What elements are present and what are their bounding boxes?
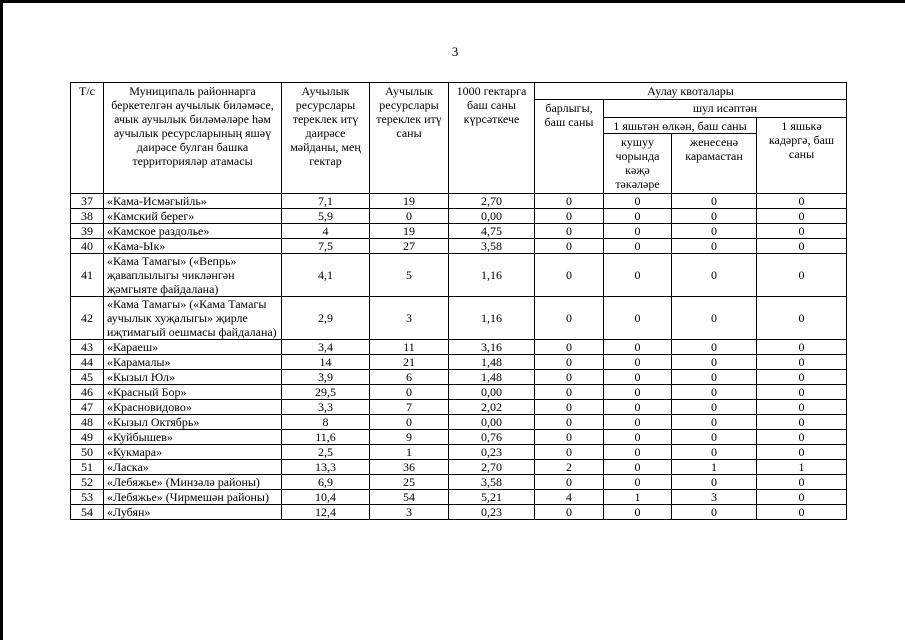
cell-density: 2,70 [449, 460, 535, 475]
cell-young: 0 [757, 297, 847, 340]
table-row [71, 490, 847, 505]
cell-antlered: 0 [604, 400, 672, 415]
cell-no: 53 [71, 490, 104, 505]
table-row [71, 224, 847, 239]
header-area: Аучылык ресурслары тереклек итү даирәсе мәйданы, мең гектар [282, 83, 370, 194]
cell-density: 4,75 [449, 224, 535, 239]
table-row [71, 400, 847, 415]
cell-regardless: 0 [672, 355, 757, 370]
cell-total: 0 [535, 445, 604, 460]
header-total: барлыгы, баш саны [535, 100, 604, 194]
cell-density: 0,00 [449, 209, 535, 224]
cell-regardless: 0 [672, 400, 757, 415]
cell-no: 44 [71, 355, 104, 370]
cell-total: 0 [535, 340, 604, 355]
cell-area: 4,1 [282, 254, 370, 297]
cell-density: 0,00 [449, 415, 535, 430]
cell-regardless: 0 [672, 340, 757, 355]
cell-total: 0 [535, 430, 604, 445]
cell-area: 2,5 [282, 445, 370, 460]
cell-no: 52 [71, 475, 104, 490]
cell-area: 13,3 [282, 460, 370, 475]
table-row [71, 460, 847, 475]
cell-total: 0 [535, 400, 604, 415]
header-including: шул исәптән [604, 100, 847, 118]
cell-regardless: 0 [672, 415, 757, 430]
cell-young: 0 [757, 370, 847, 385]
cell-name: «Карамалы» [104, 355, 282, 370]
cell-no: 47 [71, 400, 104, 415]
header-under-1yr: 1 яшькә кадәргә, баш саны [757, 118, 847, 194]
cell-no: 46 [71, 385, 104, 400]
cell-young: 0 [757, 224, 847, 239]
cell-young: 0 [757, 209, 847, 224]
cell-name: «Кызыл Юл» [104, 370, 282, 385]
cell-no: 43 [71, 340, 104, 355]
table-header [71, 83, 847, 194]
cell-area: 7,5 [282, 239, 370, 254]
cell-regardless: 0 [672, 194, 757, 209]
cell-count: 21 [370, 355, 449, 370]
cell-area: 14 [282, 355, 370, 370]
cell-young: 0 [757, 355, 847, 370]
cell-area: 11,6 [282, 430, 370, 445]
cell-regardless: 0 [672, 385, 757, 400]
cell-density: 1,16 [449, 254, 535, 297]
cell-total: 0 [535, 254, 604, 297]
cell-density: 1,48 [449, 370, 535, 385]
cell-count: 9 [370, 430, 449, 445]
table-row [71, 340, 847, 355]
cell-no: 38 [71, 209, 104, 224]
cell-regardless: 0 [672, 254, 757, 297]
cell-young: 0 [757, 385, 847, 400]
cell-regardless: 0 [672, 297, 757, 340]
table-body [71, 194, 847, 520]
cell-no: 48 [71, 415, 104, 430]
cell-area: 7,1 [282, 194, 370, 209]
header-name: Муниципаль районнарга беркетелгән аучылык биләмәсе, ачык аучылык биләмәләре һәм аучылык ресурсларының яшәү даирәсе булган башка территорияләр атамасы [104, 83, 282, 194]
cell-antlered: 0 [604, 209, 672, 224]
cell-regardless: 3 [672, 490, 757, 505]
cell-antlered: 0 [604, 460, 672, 475]
cell-total: 0 [535, 194, 604, 209]
table-row [71, 475, 847, 490]
cell-density: 1,48 [449, 355, 535, 370]
cell-young: 0 [757, 239, 847, 254]
cell-antlered: 0 [604, 194, 672, 209]
cell-area: 3,9 [282, 370, 370, 385]
table-row [71, 430, 847, 445]
cell-density: 3,58 [449, 475, 535, 490]
cell-regardless: 0 [672, 445, 757, 460]
cell-no: 49 [71, 430, 104, 445]
cell-name: «Кызыл Октябрь» [104, 415, 282, 430]
cell-no: 42 [71, 297, 104, 340]
cell-antlered: 0 [604, 254, 672, 297]
cell-count: 54 [370, 490, 449, 505]
cell-antlered: 0 [604, 415, 672, 430]
cell-count: 19 [370, 194, 449, 209]
page-left-border [0, 0, 3, 640]
cell-density: 3,58 [449, 239, 535, 254]
cell-no: 40 [71, 239, 104, 254]
cell-antlered: 1 [604, 490, 672, 505]
cell-name: «Кама-Исмәгыйль» [104, 194, 282, 209]
cell-count: 0 [370, 209, 449, 224]
cell-no: 51 [71, 460, 104, 475]
cell-area: 29,5 [282, 385, 370, 400]
cell-antlered: 0 [604, 505, 672, 520]
cell-density: 3,16 [449, 340, 535, 355]
table-row [71, 385, 847, 400]
cell-density: 0,23 [449, 505, 535, 520]
cell-count: 19 [370, 224, 449, 239]
header-over-1yr: 1 яшьтән өлкән, баш саны [604, 118, 757, 134]
cell-total: 0 [535, 505, 604, 520]
cell-no: 41 [71, 254, 104, 297]
cell-count: 1 [370, 445, 449, 460]
cell-young: 0 [757, 254, 847, 297]
header-density: 1000 гектарга баш саны күрсәткече [449, 83, 535, 194]
cell-young: 0 [757, 445, 847, 460]
cell-name: «Лебяжье» (Минзәлә районы) [104, 475, 282, 490]
cell-regardless: 0 [672, 505, 757, 520]
cell-name: «Красновидово» [104, 400, 282, 415]
cell-young: 0 [757, 194, 847, 209]
table-row [71, 355, 847, 370]
cell-count: 3 [370, 505, 449, 520]
table-row [71, 505, 847, 520]
cell-regardless: 0 [672, 209, 757, 224]
table-row [71, 239, 847, 254]
cell-name: «Кама-Ык» [104, 239, 282, 254]
cell-total: 0 [535, 224, 604, 239]
cell-regardless: 0 [672, 475, 757, 490]
cell-area: 8 [282, 415, 370, 430]
cell-no: 45 [71, 370, 104, 385]
cell-density: 2,02 [449, 400, 535, 415]
cell-name: «Ласка» [104, 460, 282, 475]
cell-name: «Кукмара» [104, 445, 282, 460]
cell-name: «Кама Тамагы» («Кама Тамагы аучылык хуҗалыгы» җирле иҗтимагый оешмасы файдалана) [104, 297, 282, 340]
cell-count: 3 [370, 297, 449, 340]
cell-young: 0 [757, 415, 847, 430]
cell-total: 0 [535, 415, 604, 430]
header-quota-group: Аулау квоталары [535, 83, 847, 100]
cell-regardless: 0 [672, 430, 757, 445]
cell-regardless: 0 [672, 224, 757, 239]
cell-area: 2,9 [282, 297, 370, 340]
cell-area: 6,9 [282, 475, 370, 490]
cell-young: 0 [757, 400, 847, 415]
table-row [71, 209, 847, 224]
cell-name: «Кама Тамагы» («Вепрь» җаваплылыгы чикләнгән җәмгыяте файдалана) [104, 254, 282, 297]
cell-count: 5 [370, 254, 449, 297]
cell-young: 0 [757, 340, 847, 355]
cell-name: «Лубян» [104, 505, 282, 520]
cell-young: 0 [757, 490, 847, 505]
cell-density: 0,76 [449, 430, 535, 445]
cell-regardless: 0 [672, 239, 757, 254]
cell-area: 3,4 [282, 340, 370, 355]
cell-young: 0 [757, 430, 847, 445]
cell-antlered: 0 [604, 430, 672, 445]
cell-count: 11 [370, 340, 449, 355]
cell-no: 54 [71, 505, 104, 520]
cell-name: «Лебяжье» (Чирмешән районы) [104, 490, 282, 505]
page-top-border [0, 0, 905, 3]
page-number: 3 [451, 44, 459, 59]
cell-young: 1 [757, 460, 847, 475]
table-row [71, 370, 847, 385]
cell-density: 0,23 [449, 445, 535, 460]
cell-young: 0 [757, 505, 847, 520]
cell-name: «Караеш» [104, 340, 282, 355]
cell-total: 0 [535, 370, 604, 385]
cell-antlered: 0 [604, 445, 672, 460]
cell-area: 5,9 [282, 209, 370, 224]
cell-total: 0 [535, 297, 604, 340]
table-row [71, 254, 847, 297]
cell-antlered: 0 [604, 239, 672, 254]
cell-regardless: 1 [672, 460, 757, 475]
cell-no: 50 [71, 445, 104, 460]
cell-area: 4 [282, 224, 370, 239]
cell-total: 4 [535, 490, 604, 505]
cell-total: 0 [535, 239, 604, 254]
cell-name: «Красный Бор» [104, 385, 282, 400]
header-count: Аучылык ресурслары тереклек итү саны [370, 83, 449, 194]
cell-density: 0,00 [449, 385, 535, 400]
cell-count: 36 [370, 460, 449, 475]
cell-count: 0 [370, 385, 449, 400]
cell-regardless: 0 [672, 370, 757, 385]
cell-name: «Камское раздолье» [104, 224, 282, 239]
cell-antlered: 0 [604, 224, 672, 239]
cell-antlered: 0 [604, 340, 672, 355]
header-no: Т/с [71, 83, 104, 194]
cell-antlered: 0 [604, 297, 672, 340]
cell-area: 12,4 [282, 505, 370, 520]
cell-name: «Камский берег» [104, 209, 282, 224]
cell-total: 0 [535, 385, 604, 400]
header-antlered: кушуу чорында кәҗә тәкәләре [604, 134, 672, 194]
header-regardless-sex: женесенә карамастан [672, 134, 757, 194]
cell-density: 5,21 [449, 490, 535, 505]
cell-total: 0 [535, 209, 604, 224]
cell-count: 6 [370, 370, 449, 385]
cell-total: 2 [535, 460, 604, 475]
cell-area: 10,4 [282, 490, 370, 505]
cell-antlered: 0 [604, 475, 672, 490]
cell-antlered: 0 [604, 385, 672, 400]
cell-count: 27 [370, 239, 449, 254]
cell-antlered: 0 [604, 355, 672, 370]
table-row [71, 445, 847, 460]
cell-count: 7 [370, 400, 449, 415]
cell-density: 1,16 [449, 297, 535, 340]
cell-density: 2,70 [449, 194, 535, 209]
cell-count: 0 [370, 415, 449, 430]
cell-area: 3,3 [282, 400, 370, 415]
table-row [71, 415, 847, 430]
table-row [71, 194, 847, 209]
table-row [71, 297, 847, 340]
cell-antlered: 0 [604, 370, 672, 385]
cell-no: 39 [71, 224, 104, 239]
cell-young: 0 [757, 475, 847, 490]
cell-no: 37 [71, 194, 104, 209]
cell-total: 0 [535, 475, 604, 490]
cell-count: 25 [370, 475, 449, 490]
cell-total: 0 [535, 355, 604, 370]
cell-name: «Куйбышев» [104, 430, 282, 445]
hunting-quota-table [70, 82, 847, 520]
